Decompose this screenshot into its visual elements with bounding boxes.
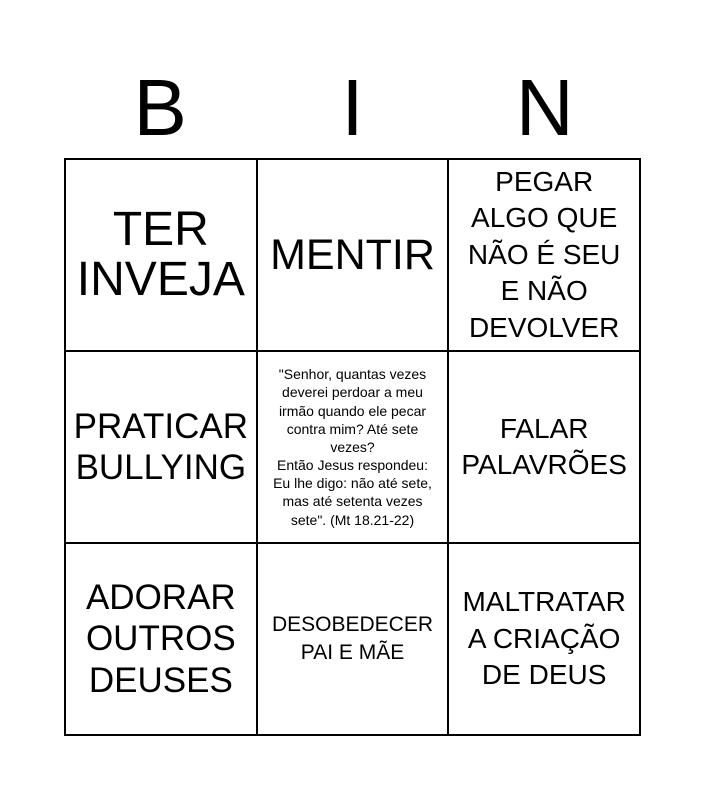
bingo-cell-text: "Senhor, quantas vezes deverei perdoar a meu irmão quando ele pecar contra mim? Até sete vezes? Então Jesus respondeu: Eu lhe digo: não até sete, mas até setenta vezes sete". (Mt 18.21-22)	[273, 366, 432, 528]
bingo-cell-3[interactable]	[449, 160, 641, 352]
bingo-cell-7[interactable]	[66, 544, 258, 736]
header-letter-b: B	[133, 63, 187, 152]
bingo-cell-9[interactable]	[449, 544, 641, 736]
bingo-cell-text: PEGAR ALGO QUE NÃO É SEU E NÃO DEVOLVER	[467, 166, 621, 343]
bingo-cell-text: TER INVEJA	[76, 203, 245, 306]
bingo-grid	[64, 158, 641, 736]
bingo-cell-6[interactable]	[449, 352, 641, 544]
bingo-cell-text: PRATICAR BULLYING	[73, 406, 249, 487]
bingo-cell-8[interactable]	[258, 544, 450, 736]
header-letter-n: N	[515, 63, 574, 152]
bingo-cell-4[interactable]	[66, 352, 258, 544]
bingo-cell-text: FALAR PALAVRÕES	[461, 412, 627, 480]
bingo-header	[64, 60, 641, 156]
bingo-cell-text: ADORAR OUTROS DEUSES	[85, 578, 236, 700]
header-letter-i: I	[341, 63, 364, 152]
bingo-cell-text: DESOBEDECER PAI E MÃE	[271, 613, 434, 664]
bingo-cell-text: MENTIR	[270, 230, 435, 279]
bingo-cell-text: MALTRATAR A CRIAÇÃO DE DEUS	[462, 586, 626, 691]
bingo-cell-2[interactable]	[258, 160, 450, 352]
bingo-cell-1[interactable]	[66, 160, 258, 352]
bingo-cell-free[interactable]	[258, 352, 450, 544]
